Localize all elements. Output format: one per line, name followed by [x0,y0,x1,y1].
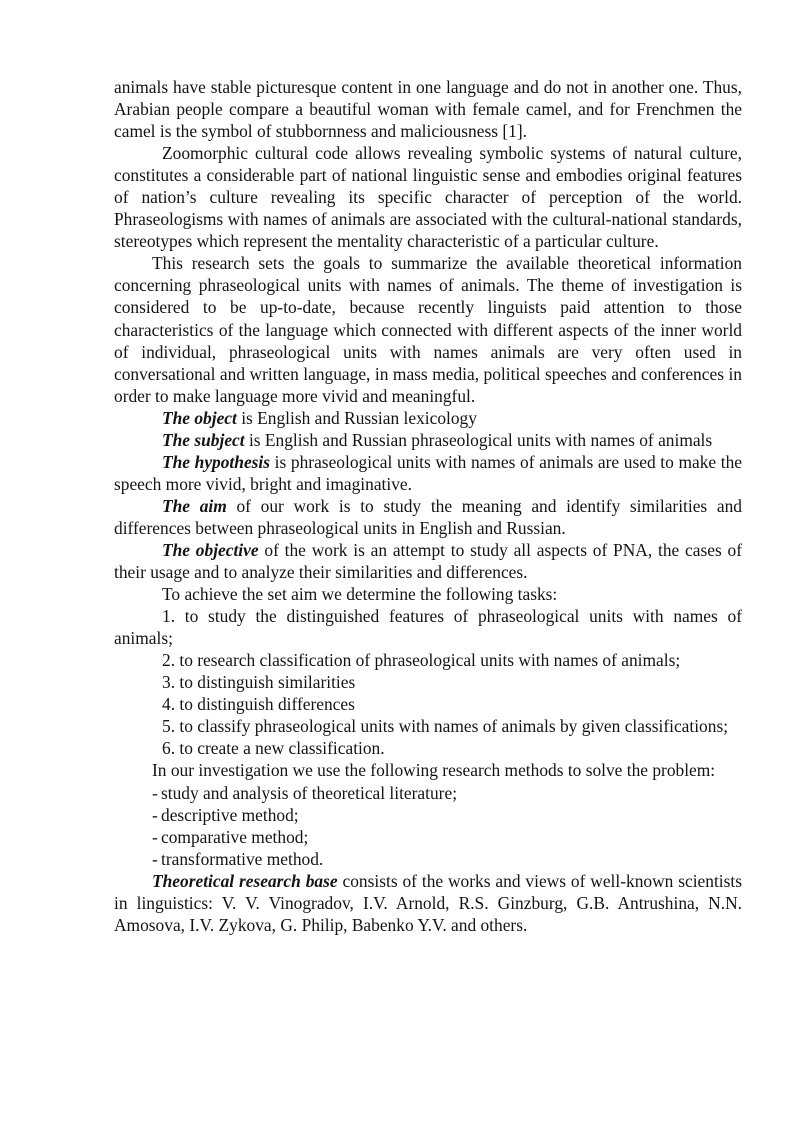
object-text: is English and Russian lexicology [236,407,477,428]
method-item [114,782,742,804]
object-term: The object [162,407,237,428]
definition-objective [114,539,742,583]
task-item: 2. to research classification of phraseological units with names of animals; [162,650,681,671]
paragraph-animals-imagery: animals have stable picturesque content in one language and do not in another one. Thus, Arabian people compare a beautiful woman with female camel, and for Frenchmen the camel is the symbol of stubbornness and maliciousness [1]. [114,77,742,142]
task-item: 3. to distinguish similarities [162,672,356,693]
method-item [114,848,742,870]
list-dash: - [152,826,158,847]
objective-text: of the work is an attempt to study all aspects of PNA, the cases of their usage and to analyze their similarities and differences. [114,539,743,583]
list-dash: - [152,848,158,869]
theoretical-base-text: consists of the works and views of well-known scientists in linguistics: V. V. Vinogradov, I.V. Arnold, R.S. Ginzburg, G.B. Antrushina, N.N. Amosova, I.V. Zykova, G. Philip, Babenko Y.V. and others. [114,870,742,935]
list-dash: - [152,782,158,803]
tasks-intro: To achieve the set aim we determine the following tasks: [162,584,558,605]
task-item: 4. to distinguish differences [162,694,355,715]
document-page [114,76,742,936]
definition-aim [114,495,742,539]
theoretical-base-term: Theoretical research base [152,870,338,891]
paragraph-research-goals: This research sets the goals to summarize the available theoretical information concerning phraseological units with names of animals. The theme of investigation is considered to be up-to-date, because recently linguists paid attention to those characteristics of the language which connected with different aspects of the inner world of individual, phraseological units with names animals are very often used in conversational and written language, in mass media, political speeches and conferences in order to make language more vivid and meaningful. [114,253,742,406]
method-text: descriptive method; [161,804,299,825]
aim-term: The aim [162,495,227,516]
method-item [114,826,742,848]
task-item: 6. to create a new classification. [162,738,385,759]
subject-term: The subject [162,429,245,450]
methods-intro: In our investigation we use the following research methods to solve the problem: [152,760,716,781]
task-item: 5. to classify phraseological units with names of animals by given classifications; [162,716,729,737]
hypothesis-term: The hypothesis [162,451,271,472]
objective-term: The objective [162,539,259,560]
definition-object [114,407,742,429]
definition-subject [114,429,742,451]
paragraph-zoomorphic-code: Zoomorphic cultural code allows revealing symbolic systems of natural culture, constitutes a considerable part of national linguistic sense and embodies original features of nation’s culture revealing its specific character of perception of the world. Phraseologisms with names of animals are associated with the cultural-national standards, stereotypes which represent the mentality characteristic of a particular culture. [114,143,742,252]
method-text: comparative method; [161,826,309,847]
list-dash: - [152,804,158,825]
theoretical-base [114,870,742,936]
method-text: study and analysis of theoretical literature; [161,782,458,803]
task-item: 1. to study the distinguished features of phraseological units with names of animals; [114,606,742,649]
method-item [114,804,742,826]
method-text: transformative method. [161,848,324,869]
hypothesis-text: is phraseological units with names of animals are used to make the speech more vivid, bright and imaginative. [114,451,742,494]
subject-text: is English and Russian phraseological units with names of animals [244,429,713,450]
aim-text: of our work is to study the meaning and identify similarities and differences between phraseological units in English and Russian. [114,495,742,538]
definition-hypothesis [114,451,742,495]
